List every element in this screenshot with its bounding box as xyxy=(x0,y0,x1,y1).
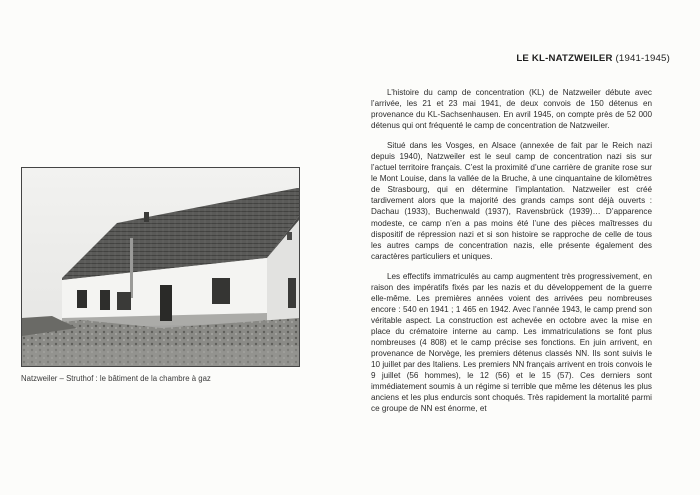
article-title xyxy=(370,53,670,64)
photo-image xyxy=(22,168,299,366)
title-years: (1941-1945) xyxy=(615,53,670,64)
paragraph: Situé dans les Vosges, en Alsace (annexée de fait par le Reich nazi depuis 1940), Natzweiler est le seul camp de concentration nazi sis sur l’actuel territoire français. C’est la proximité d’une carrière de granite rose sur le Mont Louise, dans la vallée de la Bruche, à une cinquantaine de kilomètres de Strasbourg, qui en détermine l’implantation. Natzweiler est créé tardivement alors que la majorité des grands camps sont déjà ouverts : Dachau (1933), Buchenwald (1937), Ravensbrück (1939)… D’apparence modeste, ce camp n’en a pas moins été l’une des pièces maîtresses du dispositif de répression nazi et si son histoire se rapproche de celle de tous les autres camps de concentration nazis, elle présente également des caractères particuliers et uniques. xyxy=(371,141,652,261)
article-body xyxy=(371,87,652,414)
title-text: LE KL-NATZWEILER xyxy=(516,53,613,64)
photo-gas-chamber-building xyxy=(21,167,300,367)
paragraph: L’histoire du camp de concentration (KL) de Natzweiler débute avec l’arrivée, les 21 et 23 mai 1941, de deux convois de 150 détenus en provenance du KL-Sachsenhausen. En avril 1945, on compte près de 52 000 détenus qui ont fréquenté le camp de concentration de Natzweiler. xyxy=(371,88,652,131)
paragraph: Les effectifs immatriculés au camp augmentent très progressivement, en raison des impératifs fixés par les nazis et du développement de la guerre elle-même. Les premières années voient des arrivées peu nombreuses encore : 540 en 1941 ; 1 465 en 1942. Avec l’année 1943, le camp prend son véritable aspect. La construction est achevée en octobre avec la mise en place du crématoire interne au camp. Les immatriculations se font plus nombreuses (4 808) et le camp précise ses fonctions. En juin arrivent, en provenance de Norvège, les premiers détenus classés NN. Ils sont suivis le 10 juillet par des Italiens. Les premiers NN français arrivent en trois convois le 9 juillet (56 hommes), le 12 (56) et le 15 (57). Ces derniers sont immédiatement soumis à un régime si terrible que même les détenus les plus anciens et les plus endurcis sont choqués. Très rapidement la mortalité parmi ce groupe de NN est énorme, et xyxy=(371,271,652,414)
photo-caption: Natzweiler – Struthof : le bâtiment de la chambre à gaz xyxy=(21,374,211,383)
